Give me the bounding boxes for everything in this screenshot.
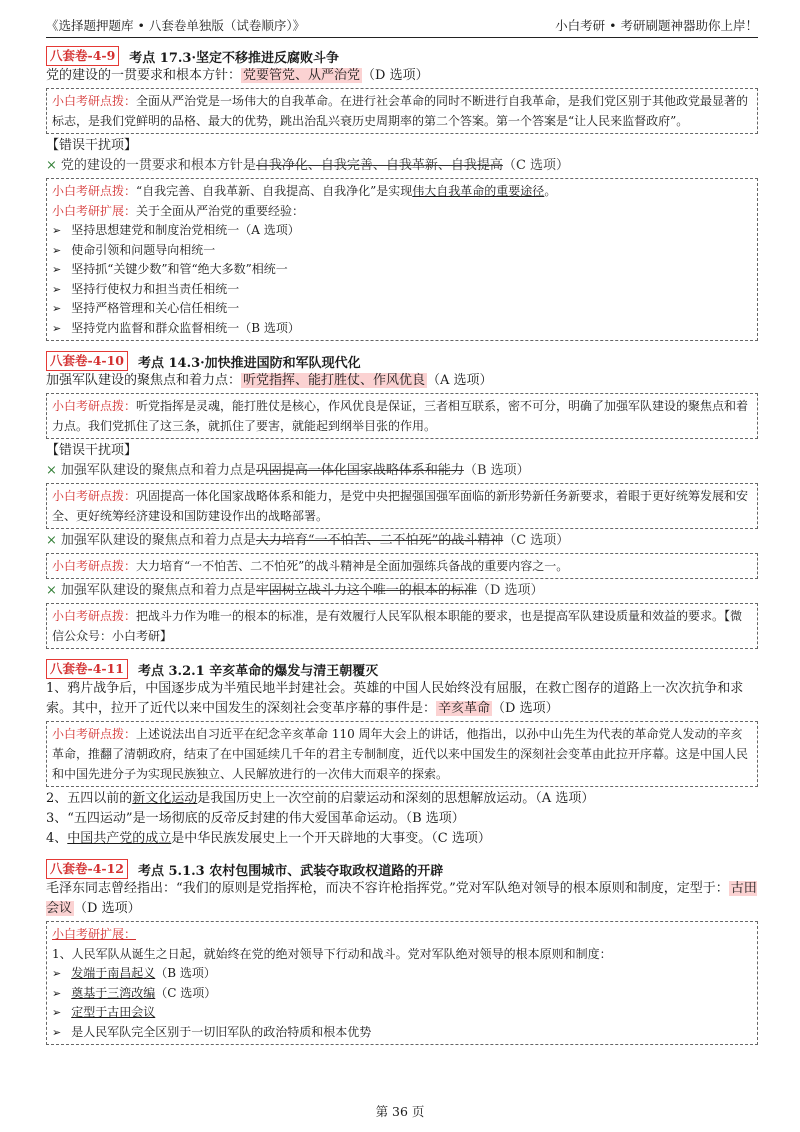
list-item: ➢ 坚持党内监督和群众监督相统一（B 选项） (52, 320, 300, 335)
list-item: ➢ 定型于古田会议 (52, 1005, 156, 1019)
note-box: 小白考研点拨：全面从严治党是一场伟大的自我革命。在进行社会革命的同时不断进行自我革命，是我们党区别于其他政党最显著的标志，是我们党鲜明的品格、最大的优势，跳出治乱兴衰历史周期率的第二个答案。第一个答案是“让人民来监督政府”。 (46, 88, 758, 134)
list-item: ➢ 坚持思想建党和制度治党相统一（A 选项） (52, 223, 300, 237)
note-box: 小白考研点拨：把战斗力作为唯一的根本的标准，是有效履行人民军队根本职能的要求，也是提高军队建设质量和效益的要求。【微信公众号：小白考研】 (46, 603, 758, 649)
section-4-9 (46, 46, 758, 341)
section-4-10 (46, 351, 758, 649)
ext-box: 小白考研点拨：“自我完善、自我革新、自我提高、自我净化”是实现伟大自我革命的重要途径。 小白考研扩展：关于全面从严治党的重要经验： ➢ 坚持思想建党和制度治党相统一（A 选项） ➢ 使命引领和问题导向相统一 ➢ 坚持抓“关键少数”和管“绝大多数”相统一 ➢ 坚持行使权力和担当责任相统一 ➢ 坚持严格管理和关心信任相统一 ➢ 坚持党内监督和群众监督相统一（B 选项） (46, 178, 758, 341)
list-item: ➢ 是人民军队完全区别于一切旧军队的政治特质和根本优势 (52, 1024, 372, 1039)
header-slogan: 小白考研 • 考研刷题神器助你上岸！ (555, 18, 758, 33)
header-title: 《选择题押题库 • 八套卷单独版（试卷顺序）》 (46, 18, 306, 33)
question: 党的建设的一贯要求和根本方针： 党要管党、从严治党 （D 选项） (46, 68, 429, 83)
list-item: ➢ 坚持严格管理和关心信任相统一 (52, 301, 240, 315)
page-header (46, 14, 758, 38)
answer-highlight: 听党指挥、能打胜仗、作风优良 (243, 373, 426, 388)
exam-tag: 八套卷-4-11 (46, 659, 128, 679)
list-item: ➢ 使命引领和问题导向相统一 (52, 242, 216, 257)
question: 加强军队建设的聚焦点和着力点： 听党指挥、能打胜仗、作风优良 （A 选项） (46, 373, 493, 388)
answer-highlight: 辛亥革命 (438, 701, 491, 716)
note-box: 小白考研点拨：巩固提高一体化国家战略体系和能力，是党中央把握强国强军面临的新形势新任务新要求，着眼于更好统筹发展和安全、更好统筹经济建设和国防建设作出的战略部署。 (46, 483, 758, 529)
list-item: ➢ 坚持行使权力和担当责任相统一 (52, 281, 240, 296)
wrong-option: × 党的建设的一贯要求和根本方针是自我净化、自我完善、自我革新、自我提高（C 选项） (46, 158, 570, 173)
section-title: 考点 3.2.1 辛亥革命的爆发与清王朝覆灭 (137, 663, 379, 679)
cross-icon: × (46, 533, 57, 548)
note-box: 小白考研点拨：听党指挥是灵魂，能打胜仗是核心，作风优良是保证，三者相互联系，密不可分，明确了加强军队建设的聚焦点和着力点。我们党抓住了这三条，就抓住了要害，就能起到纲举目张的作用。 (46, 393, 758, 439)
question: 毛泽东同志曾经指出：“我们的原则是党指挥枪，而决不容许枪指挥党。”党对军队绝对领导的根本原则和制度，定型于： 古田会议 （D 选项） (46, 881, 757, 916)
wrong-heading: 【错误干扰项】 (46, 443, 138, 458)
wrong-option: × 加强军队建设的聚焦点和着力点是巩固提高一体化国家战略体系和能力（B 选项） (46, 463, 530, 478)
wrong-option: × 加强军队建设的聚焦点和着力点是大力培育“一不怕苦、二不怕死”的战斗精神（C 选项） (46, 533, 570, 548)
ext-box: 小白考研扩展： 1、人民军队从诞生之日起，就始终在党的绝对领导下行动和战斗。党对军队绝对领导的根本原则和制度： ➢ 发端于南昌起义（B 选项） ➢ 奠基于三湾改编（C 选项） ➢ 定型于古田会议 ➢ 是人民军队完全区别于一切旧军队的政治特质和根本优势 (46, 921, 758, 1045)
section-4-11 (46, 659, 758, 849)
note-box: 小白考研点拨：大力培育“一不怕苦、二不怕死”的战斗精神是全面加强练兵备战的重要内容之一。 (46, 553, 758, 579)
section-title: 考点 14.3·加快推进国防和军队现代化 (137, 355, 361, 371)
list-item: ➢ 坚持抓“关键少数”和管“绝大多数”相统一 (52, 262, 288, 276)
section-title: 考点 17.3·坚定不移推进反腐败斗争 (129, 50, 339, 66)
section-title: 考点 5.1.3 农村包围城市、武装夺取政权道路的开辟 (137, 863, 444, 879)
exam-tag: 八套卷-4-12 (46, 859, 128, 879)
page-number: 第 36 页 (375, 1104, 425, 1119)
note-box: 小白考研点拨：上述说法出自习近平在纪念辛亥革命 110 周年大会上的讲话，他指出，以孙中山先生为代表的革命党人发动的辛亥革命，推翻了清朝政府，结束了在中国延续几千年的君主专制制度，近代以来中国发生的深刻社会变革由此拉开序幕。这是中国人民和中国先进分子为实现民族独立、人民解放进行的一次伟大而艰辛的探索。 (46, 721, 758, 787)
wrong-heading: 【错误干扰项】 (46, 138, 138, 153)
cross-icon: × (46, 583, 57, 598)
cross-icon: × (46, 158, 57, 173)
question: 1、鸦片战争后，中国逐步成为半殖民地半封建社会。英雄的中国人民始终没有屈服，在救亡图存的道路上一次次抗争和求索。其中，拉开了近代以来中国发生的深刻社会变革序幕的事件是： 辛亥革命 （D 选项） (46, 681, 744, 716)
list-item: ➢ 发端于南昌起义（B 选项） (52, 966, 216, 980)
list-item: ➢ 奠基于三湾改编（C 选项） (52, 985, 217, 1000)
exam-tag: 八套卷-4-10 (46, 351, 128, 371)
answer-highlight: 古田会议 (46, 881, 757, 916)
page (46, 14, 758, 1047)
section-4-12 (46, 859, 758, 1045)
answer-highlight: 党要管党、从严治党 (243, 68, 361, 83)
wrong-option: × 加强军队建设的聚焦点和着力点是牢固树立战斗力这个唯一的根本的标准（D 选项） (46, 583, 544, 598)
option-line: 2、五四以前的新文化运动是我国历史上一次空前的启蒙运动和深刻的思想解放运动。（A 选项） (46, 791, 595, 806)
cross-icon: × (46, 463, 57, 478)
option-line: 3、“五四运动”是一场彻底的反帝反封建的伟大爱国革命运动。（B 选项） (46, 811, 465, 826)
exam-tag: 八套卷-4-9 (46, 46, 119, 66)
option-line: 4、中国共产党的成立是中华民族发展史上一个开天辟地的大事变。（C 选项） (46, 831, 491, 846)
